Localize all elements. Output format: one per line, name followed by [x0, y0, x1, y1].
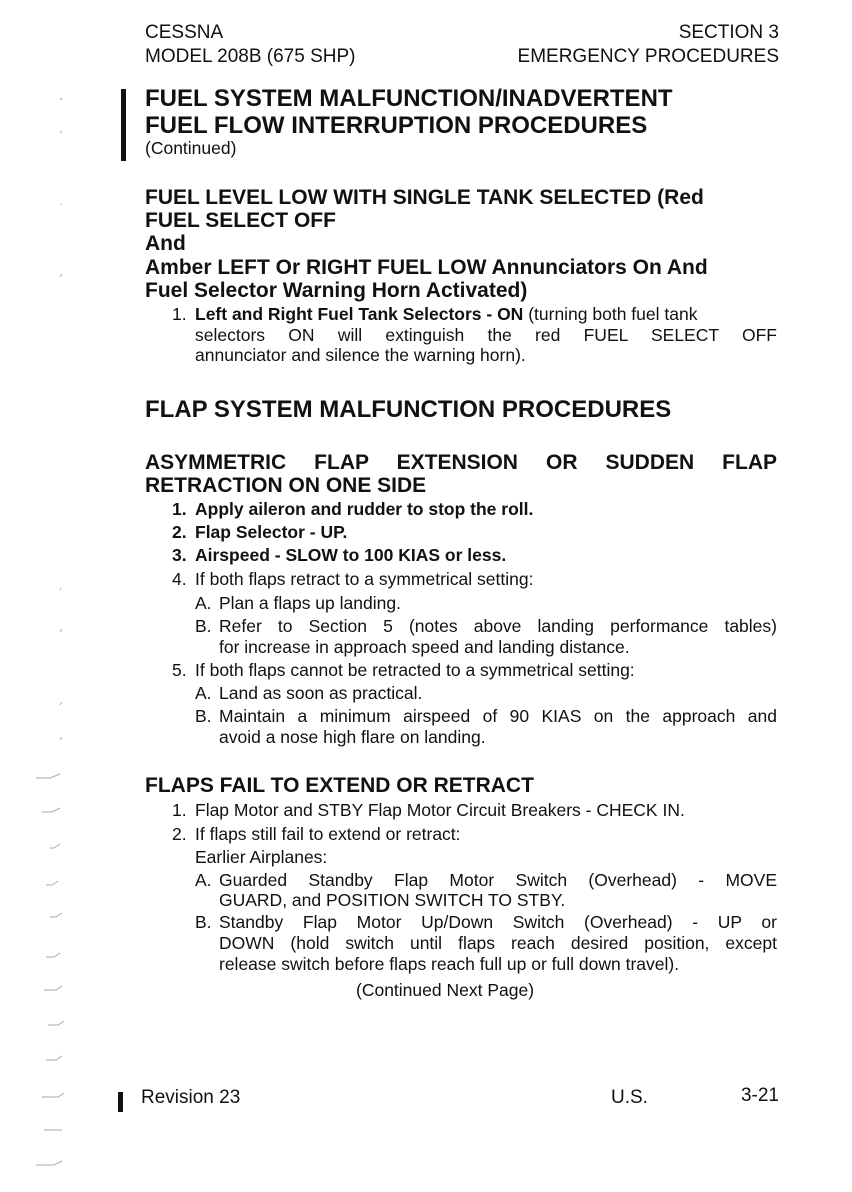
- flaps-fail-heading: FLAPS FAIL TO EXTEND OR RETRACT: [145, 774, 534, 797]
- asym-step4b-line1: Refer to Section 5 (notes above landing performance tables): [219, 616, 777, 636]
- asym-step5-number: 5.: [172, 660, 187, 680]
- flaps-fail-b-letter: B.: [195, 912, 212, 932]
- page-title-line2: FUEL FLOW INTERRUPTION PROCEDURES: [145, 112, 648, 139]
- flaps-fail-a-line1: Guarded Standby Flap Motor Switch (Overhead) - MOVE: [219, 870, 777, 890]
- page-title-line1: FUEL SYSTEM MALFUNCTION/INADVERTENT: [145, 85, 673, 112]
- flaps-fail-b-line2: DOWN (hold switch until flaps reach desired position, except: [219, 933, 777, 953]
- asym-step5b-letter: B.: [195, 706, 212, 726]
- asymmetric-heading-line1: ASYMMETRIC FLAP EXTENSION OR SUDDEN FLAP: [145, 451, 777, 474]
- flaps-fail-step2-number: 2.: [172, 824, 187, 844]
- fuel-low-step1-line3: annunciator and silence the warning horn).: [195, 345, 526, 365]
- header-model: MODEL 208B (675 SHP): [145, 46, 356, 67]
- fuel-low-step1-line2: selectors ON will extinguish the red FUEL SELECT OFF: [195, 325, 777, 345]
- fuel-low-heading-line1: FUEL LEVEL LOW WITH SINGLE TANK SELECTED (Red: [145, 186, 704, 209]
- revision-change-bar: [121, 89, 126, 161]
- flaps-fail-step1: Flap Motor and STBY Flap Motor Circuit Breakers - CHECK IN.: [195, 800, 685, 820]
- fuel-low-step1-note: (turning both fuel tank: [523, 304, 698, 324]
- header-manufacturer: CESSNA: [145, 22, 224, 43]
- asym-step4b-letter: B.: [195, 616, 212, 636]
- fuel-low-step1-number: 1.: [172, 304, 187, 324]
- header-section-title: EMERGENCY PROCEDURES: [517, 46, 779, 67]
- asym-step4a: Plan a flaps up landing.: [219, 593, 401, 613]
- fuel-low-heading-line4: Amber LEFT Or RIGHT FUEL LOW Annunciators On And: [145, 256, 708, 279]
- asym-step5b-line1: Maintain a minimum airspeed of 90 KIAS on the approach and: [219, 706, 777, 726]
- asym-step3-number: 3.: [172, 545, 187, 565]
- footer-change-bar: [118, 1092, 123, 1112]
- asym-step4: If both flaps retract to a symmetrical setting:: [195, 569, 534, 589]
- asym-step5a: Land as soon as practical.: [219, 683, 423, 703]
- fuel-low-heading-line3: And: [145, 232, 186, 255]
- asym-step4-number: 4.: [172, 569, 187, 589]
- footer-page-number: 3-21: [740, 1085, 779, 1106]
- asym-step4a-letter: A.: [195, 593, 212, 613]
- asym-step5: If both flaps cannot be retracted to a symmetrical setting:: [195, 660, 635, 680]
- asym-step3: Airspeed - SLOW to 100 KIAS or less.: [195, 545, 507, 565]
- asym-step4b-line2: for increase in approach speed and landing distance.: [219, 637, 630, 657]
- fuel-low-heading-line2: FUEL SELECT OFF: [145, 209, 336, 232]
- flaps-fail-step1-number: 1.: [172, 800, 187, 820]
- flaps-fail-step2: If flaps still fail to extend or retract:: [195, 824, 461, 844]
- fuel-low-heading-line5: Fuel Selector Warning Horn Activated): [145, 279, 528, 302]
- asym-step5b-line2: avoid a nose high flare on landing.: [219, 727, 486, 747]
- asym-step1: Apply aileron and rudder to stop the roll.: [195, 499, 534, 519]
- flaps-fail-a-letter: A.: [195, 870, 212, 890]
- flaps-fail-a-line2: GUARD, and POSITION SWITCH TO STBY.: [219, 890, 566, 910]
- asymmetric-heading-line2: RETRACTION ON ONE SIDE: [145, 474, 427, 497]
- flaps-fail-b-line1: Standby Flap Motor Up/Down Switch (Overhead) - UP or: [219, 912, 777, 932]
- scan-margin-marks: [0, 0, 80, 1192]
- footer-revision: Revision 23: [141, 1087, 241, 1108]
- flap-system-heading: FLAP SYSTEM MALFUNCTION PROCEDURES: [145, 396, 672, 423]
- flaps-fail-b-line3: release switch before flaps reach full up or full down travel).: [219, 954, 680, 974]
- title-continued: (Continued): [145, 138, 237, 158]
- header-section: SECTION 3: [678, 22, 779, 43]
- asym-step2: Flap Selector - UP.: [195, 522, 348, 542]
- footer-region: U.S.: [611, 1087, 648, 1108]
- flaps-fail-earlier-airplanes: Earlier Airplanes:: [195, 847, 328, 867]
- continued-next-page: (Continued Next Page): [356, 980, 535, 1000]
- fuel-low-step1-action: Left and Right Fuel Tank Selectors - ON: [195, 304, 524, 324]
- asym-step2-number: 2.: [172, 522, 187, 542]
- asym-step1-number: 1.: [172, 499, 187, 519]
- asym-step5a-letter: A.: [195, 683, 212, 703]
- fuel-low-step1-line1: [195, 304, 777, 325]
